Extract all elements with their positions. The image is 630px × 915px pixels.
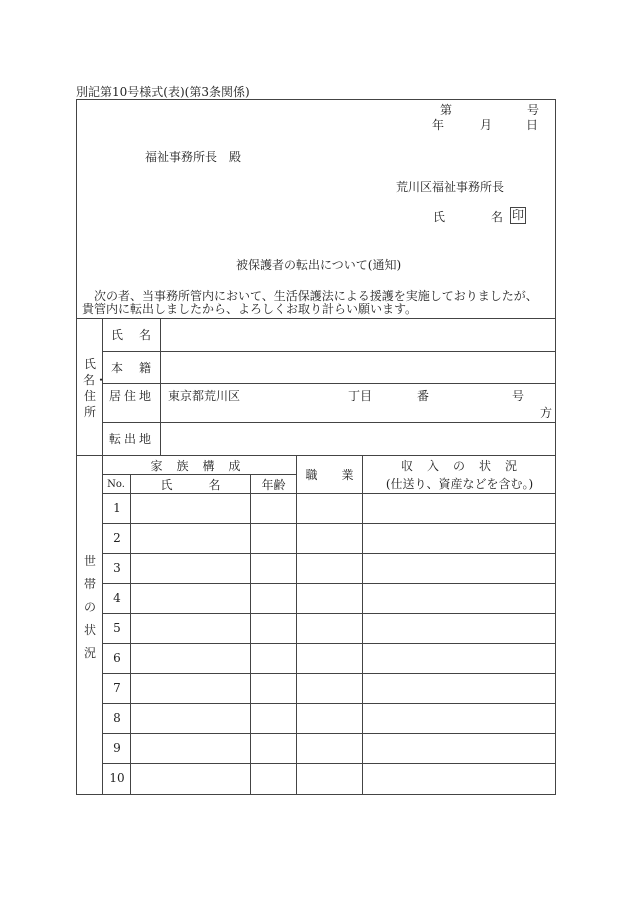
divider (102, 643, 556, 644)
divider (76, 455, 556, 456)
divider (102, 493, 556, 494)
address-ban: 番 (417, 389, 430, 403)
divider (76, 318, 556, 319)
destination-row-label: 転出地 (109, 432, 155, 446)
col-age: 年齢 (261, 478, 286, 492)
col-no: No. (107, 479, 125, 490)
household-section-label: 世帯の状況 (83, 554, 96, 660)
divider (102, 553, 556, 554)
divider (102, 474, 296, 475)
divider (296, 455, 297, 795)
notice-body-line2: 貴管内に転出しましたから、よろしくお取り計らい願います。 (82, 302, 418, 316)
day-label: 日 (526, 118, 539, 132)
number-suffix: 号 (527, 103, 540, 117)
divider (102, 703, 556, 704)
person-section-label: 氏名・住所 (83, 357, 108, 419)
divider (102, 523, 556, 524)
address-value: 東京都荒川区 (168, 389, 241, 403)
divider (362, 455, 363, 795)
divider (160, 318, 161, 455)
form-frame (76, 99, 556, 795)
income-header: 収 入 の 状 況 (400, 459, 518, 473)
name-label-2: 名 (491, 210, 504, 224)
number-prefix: 第 (440, 103, 453, 117)
month-label: 月 (480, 118, 493, 132)
divider (102, 763, 556, 764)
row-number: 3 (113, 561, 121, 575)
divider (102, 613, 556, 614)
row-number: 5 (113, 621, 121, 635)
row-number: 7 (113, 681, 121, 695)
sender: 荒川区福祉事務所長 (396, 180, 505, 194)
honseki-row-label: 本 籍 (111, 361, 154, 375)
address-go: 号 (512, 389, 525, 403)
address-chome: 丁目 (348, 389, 373, 403)
address-kata: 方 (540, 406, 553, 420)
divider (102, 383, 556, 384)
divider (102, 673, 556, 674)
name-row-label: 氏 名 (111, 328, 154, 342)
row-number: 2 (113, 531, 121, 545)
col-name: 氏 名 (160, 478, 221, 492)
income-subheader: (仕送り、資産などを含む。) (385, 477, 534, 491)
divider (102, 318, 103, 795)
row-number: 8 (113, 711, 121, 725)
addressee: 福祉事務所長 殿 (145, 150, 242, 164)
row-number: 10 (109, 771, 125, 785)
name-label-1: 氏 (433, 210, 446, 224)
divider (102, 733, 556, 734)
divider (102, 422, 556, 423)
notice-title: 被保護者の転出について(通知) (236, 258, 402, 272)
col-job: 職 業 (305, 468, 354, 482)
row-number: 4 (113, 591, 121, 605)
family-header: 家 族 構 成 (150, 459, 242, 473)
divider (102, 583, 556, 584)
year-label: 年 (432, 118, 445, 132)
form-label: 別記第10号様式(表)(第3条関係) (76, 85, 250, 99)
divider (102, 351, 556, 352)
row-number: 6 (113, 651, 121, 665)
notice-body-line1: 次の者、当事務所管内において、生活保護法による援護を実施しておりましたが、 (94, 289, 538, 303)
row-number: 1 (113, 501, 121, 515)
row-number: 9 (113, 741, 121, 755)
address-row-label: 居住地 (109, 389, 155, 403)
seal-box: 印 (511, 208, 524, 222)
